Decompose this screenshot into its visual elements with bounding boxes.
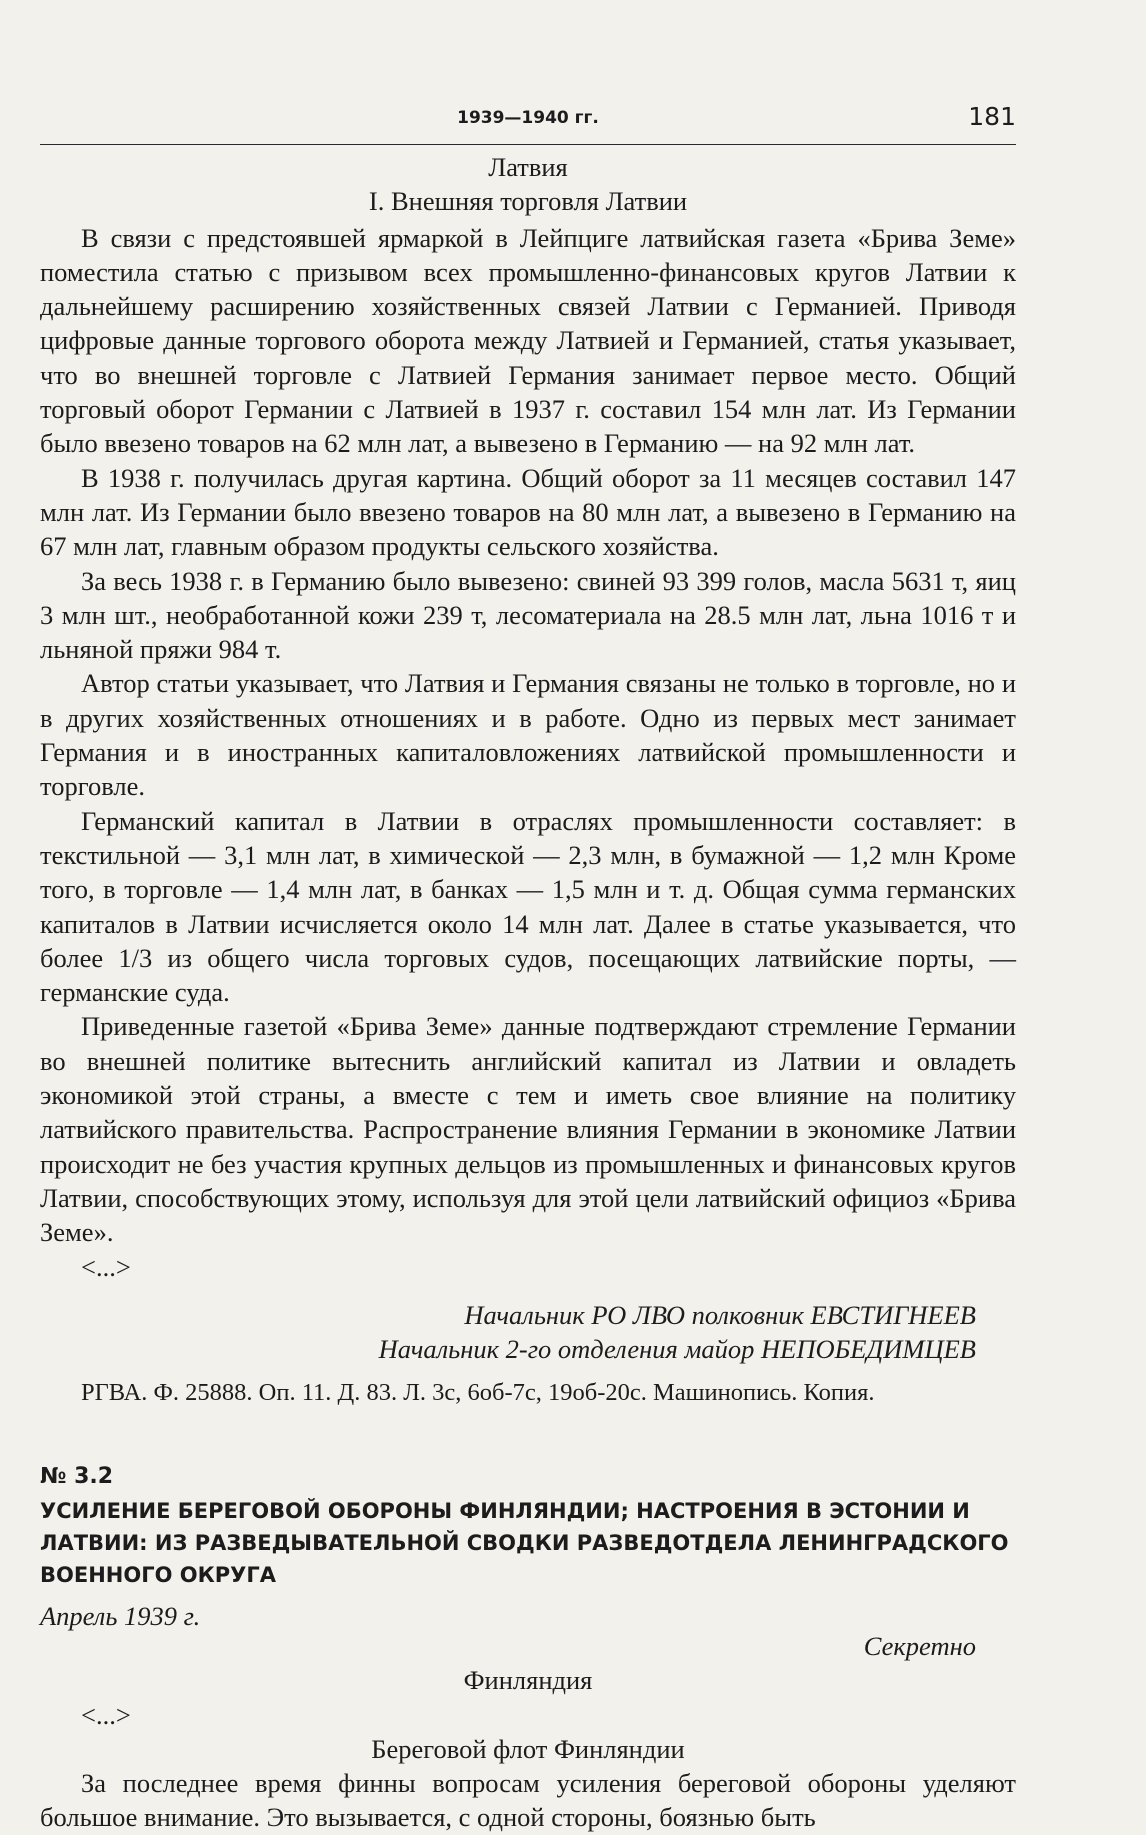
signature-block	[40, 1298, 1016, 1367]
page-content	[40, 150, 1016, 1835]
archive-reference: РГВА. Ф. 25888. Оп. 11. Д. 83. Л. 3с, 6об-7с, 19об-20с. Машинопись. Копия.	[81, 1379, 875, 1407]
paragraph: Германский капитал в Латвии в отраслях промышленности составляет: в текстильной — 3,1 млн лат, в химической — 2,3 млн, в бумажной — 1,2 млн Кроме того, в торговле — 1,4 млн лат, в банках — 1,5 млн и т. д. Общая сумма германских капиталов в Латвии исчисляется около 14 млн лат. Далее в статье указывается, что более 1/3 из общего числа торговых судов, посещающих латвийские порты, — германские суда.	[40, 805, 1016, 1008]
omission-mark: <...>	[81, 1251, 131, 1282]
document-title: УСИЛЕНИЕ БЕРЕГОВОЙ ОБОРОНЫ ФИНЛЯНДИИ; НАСТРОЕНИЯ В ЭСТОНИИ И ЛАТВИИ: ИЗ РАЗВЕДЫВАТЕЛЬНОЙ СВОДКИ РАЗВЕДОТДЕЛА ЛЕНИНГРАДСКОГО ВОЕННОГО ОКРУГА	[40, 1498, 1009, 1587]
document-date: Апрель 1939 г.	[40, 1600, 201, 1631]
section-subtitle: I. Внешняя торговля Латвии	[368, 186, 688, 217]
section-title-finland: Финляндия	[463, 1665, 593, 1696]
paragraph: За последнее время финны вопросам усиления береговой обороны уделяют большое внимание. Это вызывается, с одной стороны, боязнью быть	[40, 1768, 1016, 1833]
signature-line: Начальник РО ЛВО полковник ЕВСТИГНЕЕВ	[464, 1299, 976, 1330]
omission-mark: <...>	[81, 1699, 131, 1730]
section-title-latvia: Латвия	[488, 152, 568, 182]
paragraph: За весь 1938 г. в Германию было вывезено: свиней 93 399 голов, масла 5631 т, яиц 3 млн шт., необработанной кожи 239 т, лесоматериала на 28.5 млн лат, льна 1016 т и льняной пряжи 984 т.	[40, 565, 1016, 665]
subsection-title: Береговой флот Финляндии	[371, 1733, 685, 1764]
paragraph: В связи с предстоявшей ярмаркой в Лейпциге латвийская газета «Брива Земе» поместила статью с призывом всех промышленно-финансовых кругов Латвии к дальнейшему расширению хозяйственных связей Латвии с Германией. Приводя цифровые данные торгового оборота между Латвией и Германией, статья указывает, что во внешней торговле с Латвией Германия занимает первое место. Общий торговый оборот Германии с Латвией в 1937 г. составил 154 млн лат. Из Германии было ввезено товаров на 62 млн лат, а вывезено в Германию — на 92 млн лат.	[40, 222, 1016, 459]
classification-mark: Секретно	[863, 1630, 976, 1661]
header-years: 1939—1940 гг.	[457, 108, 599, 128]
paragraph: Автор статьи указывает, что Латвия и Германия связаны не только в торговле, но и в других хозяйственных отношениях и в работе. Одно из первых мест занимает Германия и в иностранных капиталовложениях латвийской промышленности и торговле.	[40, 668, 1016, 802]
page-number: 181	[968, 102, 1016, 131]
paragraph: В 1938 г. получилась другая картина. Общий оборот за 11 месяцев составил 147 млн лат. Из Германии было ввезено товаров на 80 млн лат, а вывезено в Германию на 67 млн лат, главным образом продукты сельского хозяйства.	[40, 462, 1016, 562]
signature-line: Начальник 2-го отделения майор НЕПОБЕДИМЦЕВ	[378, 1334, 976, 1365]
document-number: № 3.2	[40, 1463, 114, 1489]
running-header	[40, 100, 1016, 145]
paragraph: Приведенные газетой «Брива Земе» данные подтверждают стремление Германии во внешней политике вытеснить английский капитал из Латвии и овладеть экономикой этой страны, а вместе с тем и иметь свое влияние на политику латвийского правительства. Распространение влияния Германии в экономике Латвии происходит не без участия крупных дельцов из промышленных и финансовых кругов Латвии, способствующих этому, используя для этой цели латвийский официоз «Брива Земе».	[40, 1011, 1016, 1248]
